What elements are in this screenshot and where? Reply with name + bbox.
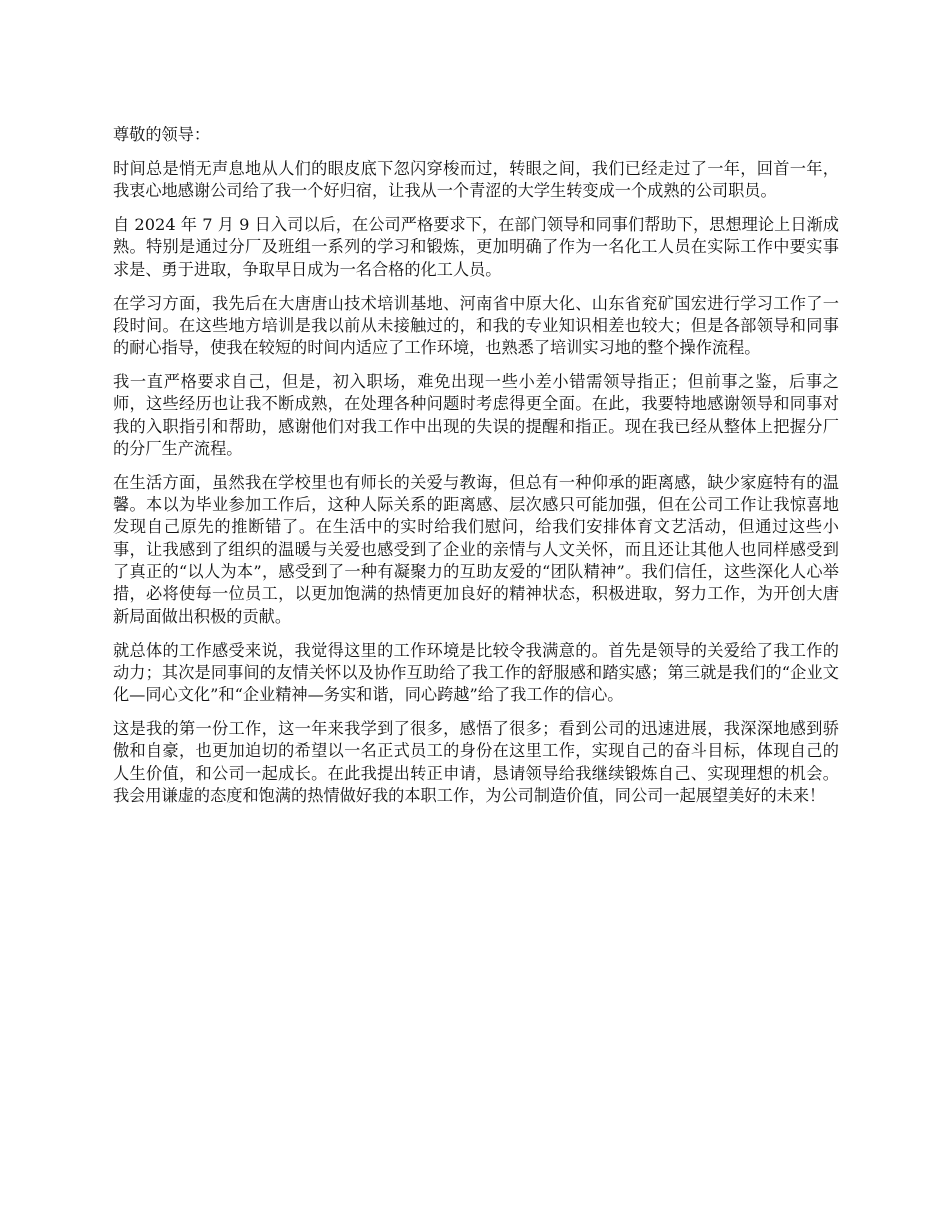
paragraph-study: 在学习方面，我先后在大唐唐山技术培训基地、河南省中原大化、山东省兖矿国宏进行学习工作了一段时间。在这些地方培训是我以前从未接触过的，和我的专业知识相差也较大；但是各部领导和同事的耐心指导，使我在较短的时间内适应了工作环境，也熟悉了培训实习地的整个操作流程。	[113, 293, 839, 358]
salutation: 尊敬的领导：	[113, 125, 211, 144]
paragraph-life: 在生活方面，虽然我在学校里也有师长的关爱与教诲，但总有一种仰承的距离感，缺少家庭特有的温馨。本以为毕业参加工作后，这种人际关系的距离感、层次感只可能加强，但在公司工作让我惊喜地发现自己原先的推断错了。在生活中的实时给我们慰问，给我们安排体育文艺活动，但通过这些小事，让我感到了组织的温暖与关爱也感受到了企业的亲情与人文关怀，而且还让其他人也同样感受到了真正的“以人为本”，感受到了一种有凝聚力的互助友爱的“团队精神”。我们信任，这些深化人心举措，必将使每一位员工，以更加饱满的热情更加良好的精神状态，积极进取，努力工作，为开创大唐新局面做出积极的贡献。	[113, 472, 839, 626]
paragraph-entry: 自 2024 年 7 月 9 日入司以后，在公司严格要求下，在部门领导和同事们帮助下，思想理论上日渐成熟。特别是通过分厂及班组一系列的学习和锻炼，更加明确了作为一名化工人员在实际工作中要实事求是、勇于进取，争取早日成为一名合格的化工人员。	[113, 215, 839, 279]
paragraph-feelings: 就总体的工作感受来说，我觉得这里的工作环境是比较令我满意的。首先是领导的关爱给了我工作的动力；其次是同事间的友情关怀以及协作互助给了我工作的舒服感和踏实感；第三就是我们的“企业文化—同心文化”和“企业精神—务实和谐，同心跨越”给了我工作的信心。	[113, 640, 839, 705]
document-page	[113, 124, 839, 819]
paragraph-self-discipline: 我一直严格要求自己，但是，初入职场，难免出现一些小差小错需领导指正；但前事之鉴，后事之师，这些经历也让我不断成熟，在处理各种问题时考虑得更全面。在此，我要特地感谢领导和同事对我的入职指引和帮助，感谢他们对我工作中出现的失误的提醒和指正。现在我已经从整体上把握分厂的分厂生产流程。	[113, 372, 839, 458]
paragraph-conclusion: 这是我的第一份工作，这一年来我学到了很多，感悟了很多；看到公司的迅速进展，我深深地感到骄傲和自豪，也更加迫切的希望以一名正式员工的身份在这里工作，实现自己的奋斗目标，体现自己的人生价值，和公司一起成长。在此我提出转正申请，恳请领导给我继续锻炼自己、实现理想的机会。我会用谦虚的态度和饱满的热情做好我的本职工作，为公司制造价值，同公司一起展望美好的未来！	[113, 718, 839, 805]
paragraph-intro: 时间总是悄无声息地从人们的眼皮底下忽闪穿梭而过，转眼之间，我们已经走过了一年，回首一年，我衷心地感谢公司给了我一个好归宿，让我从一个青涩的大学生转变成一个成熟的公司职员。	[113, 158, 839, 201]
